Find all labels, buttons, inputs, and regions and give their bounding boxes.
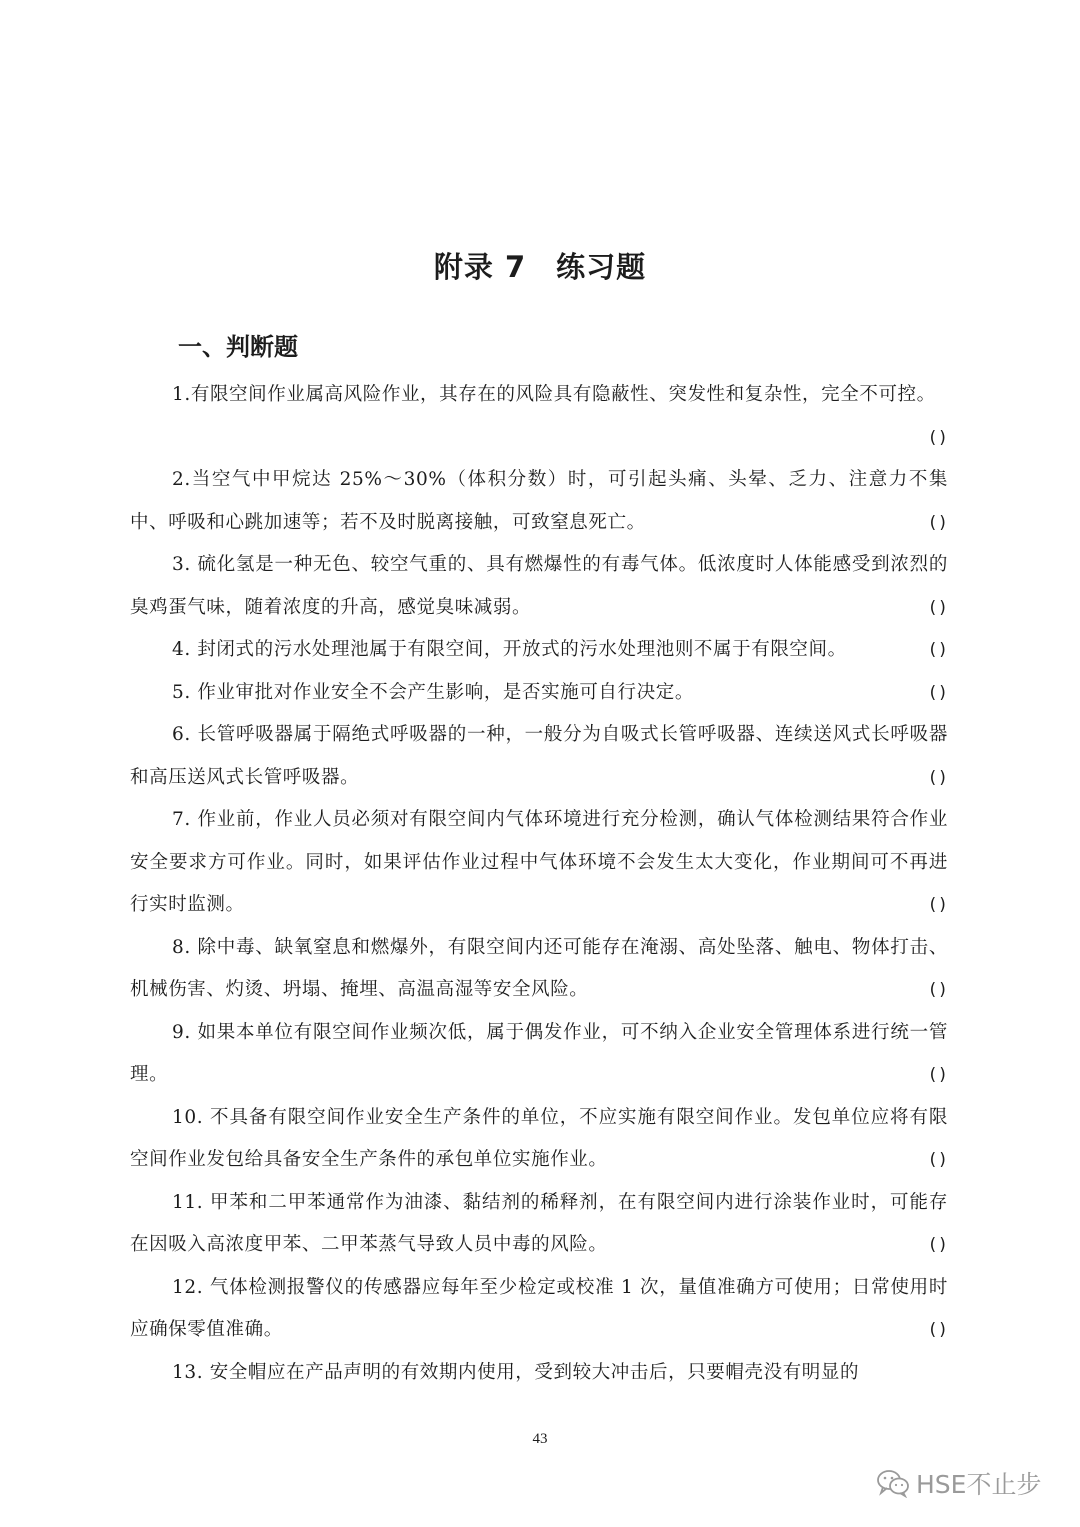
question-item xyxy=(130,714,948,799)
question-item xyxy=(130,1097,948,1182)
question-item xyxy=(130,544,948,629)
question-text: 3. 硫化氢是一种无色、较空气重的、具有燃爆性的有毒气体。低浓度时人体能感受到浓烈的臭鸡蛋气味，随着浓度的升高，感觉臭味减弱。 xyxy=(130,554,948,618)
question-item xyxy=(130,1352,948,1395)
question-item xyxy=(130,374,948,459)
answer-blank: () xyxy=(927,682,948,703)
answer-blank: () xyxy=(927,1320,948,1340)
question-item xyxy=(130,672,948,715)
watermark-text: HSE不止步 xyxy=(916,1470,1042,1499)
answer-blank: () xyxy=(927,895,948,915)
question-text: 11. 甲苯和二甲苯通常作为油漆、黏结剂的稀释剂，在有限空间内进行涂装作业时，可能存在因吸入高浓度甲苯、二甲苯蒸气导致人员中毒的风险。 xyxy=(130,1191,948,1255)
answer-blank: () xyxy=(927,597,948,618)
question-text: 12. 气体检测报警仪的传感器应每年至少检定或校准 1 次，量值准确方可使用；日常使用时应确保零值准确。 xyxy=(130,1276,948,1340)
page-number: 43 xyxy=(532,1431,548,1447)
answer-blank: () xyxy=(927,640,948,660)
answer-blank: () xyxy=(927,427,948,448)
question-item xyxy=(130,927,948,1012)
question-item xyxy=(130,629,948,672)
question-item xyxy=(130,799,948,927)
answer-blank: () xyxy=(927,512,948,533)
page-title: 附录 7 练习题 xyxy=(433,250,647,284)
question-item xyxy=(130,1267,948,1352)
question-text: 9. 如果本单位有限空间作业频次低，属于偶发作业，可不纳入企业安全管理体系进行统一管理。 xyxy=(130,1021,948,1085)
question-text: 4. 封闭式的污水处理池属于有限空间，开放式的污水处理池则不属于有限空间。 xyxy=(172,639,847,660)
watermark xyxy=(876,1465,1041,1501)
question-text: 10. 不具备有限空间作业安全生产条件的单位，不应实施有限空间作业。发包单位应将有限空间作业发包给具备安全生产条件的承包单位实施作业。 xyxy=(130,1106,948,1170)
answer-blank: () xyxy=(927,767,948,788)
question-text: 1.有限空间作业属高风险作业，其存在的风险具有隐蔽性、突发性和复杂性，完全不可控。 xyxy=(172,384,936,405)
question-item xyxy=(130,1012,948,1097)
question-text: 13. 安全帽应在产品声明的有效期内使用，受到较大冲击后，只要帽壳没有明显的 xyxy=(172,1361,860,1383)
question-text: 7. 作业前，作业人员必须对有限空间内气体环境进行充分检测，确认气体检测结果符合作业安全要求方可作业。同时，如果评估作业过程中气体环境不会发生太大变化，作业期间可不再进行实时监测。 xyxy=(130,809,948,915)
question-text: 8. 除中毒、缺氧窒息和燃爆外，有限空间内还可能存在淹溺、高处坠落、触电、物体打击、机械伤害、灼烫、坍塌、掩埋、高温高湿等安全风险。 xyxy=(130,936,948,1000)
question-item xyxy=(130,459,948,544)
question-list xyxy=(130,374,948,1394)
question-item xyxy=(130,1182,948,1267)
wechat-icon xyxy=(876,1468,910,1498)
section-heading: 一、判断题 xyxy=(178,333,298,361)
question-text: 5. 作业审批对作业安全不会产生影响，是否实施可自行决定。 xyxy=(172,681,694,703)
answer-blank: () xyxy=(927,1150,948,1170)
question-text: 2.当空气中甲烷达 25%～30%（体积分数）时，可引起头痛、头晕、乏力、注意力不集中、呼吸和心跳加速等；若不及时脱离接触，可致窒息死亡。 xyxy=(130,469,948,533)
answer-blank: () xyxy=(927,1235,948,1255)
answer-blank: () xyxy=(927,1065,948,1085)
answer-blank: () xyxy=(927,980,948,1000)
question-text: 6. 长管呼吸器属于隔绝式呼吸器的一种，一般分为自吸式长管呼吸器、连续送风式长呼吸器和高压送风式长管呼吸器。 xyxy=(130,724,948,788)
